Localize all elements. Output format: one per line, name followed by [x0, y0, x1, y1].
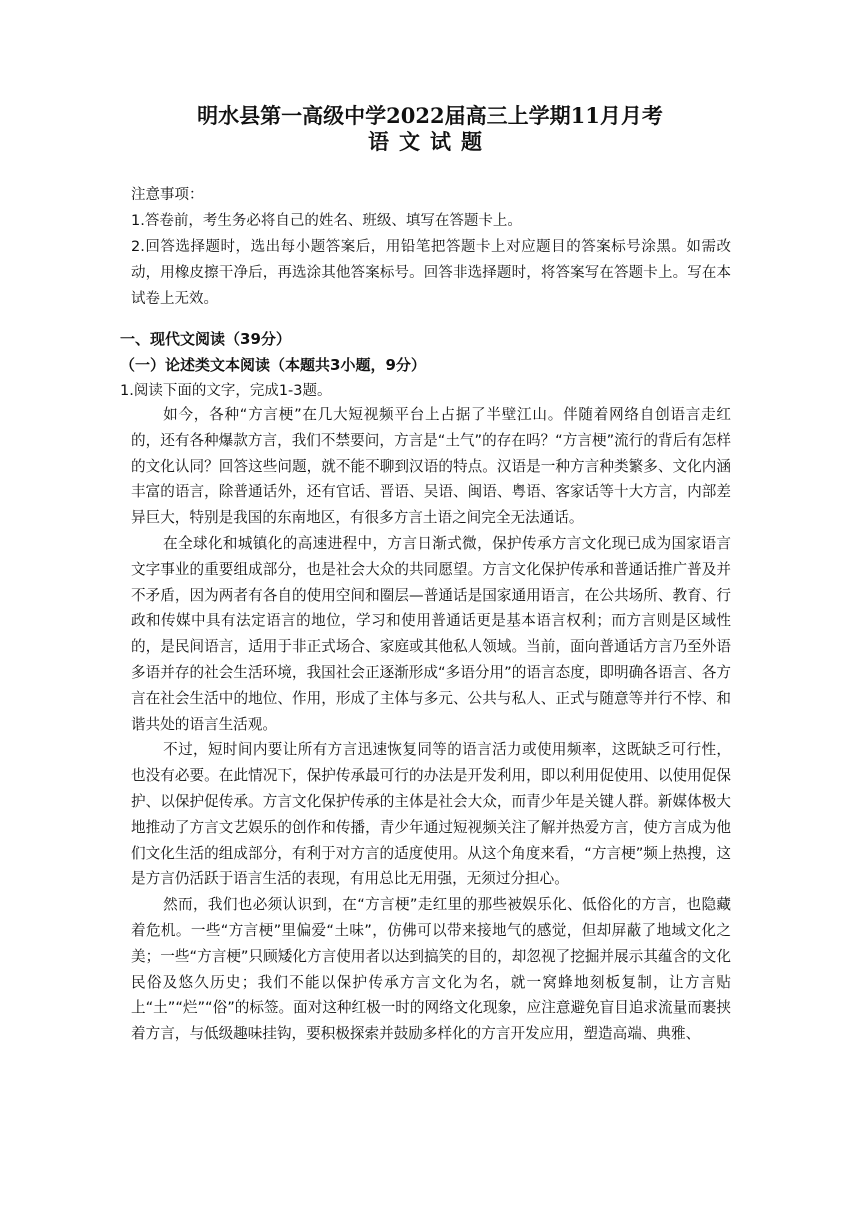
- notes-heading: 注意事项：: [131, 187, 204, 203]
- exam-title: 明水县第一高级中学2022届高三上学期11月月考: [197, 103, 663, 128]
- notes-item-1: 1.答卷前，考生务必将自己的姓名、班级、填写在答题卡上。: [131, 213, 522, 229]
- passage-paragraph-4: 然而，我们也必须认识到，在“方言梗”走红里的那些被娱乐化、低俗化的方言，也隐藏着危机。一些“方言梗”里偏爱“土味”，仿佛可以带来接地气的感觉，但却屏蔽了地域文化之美；一些“方言梗”只顾矮化方言使用者以达到搞笑的目的，却忽视了挖掘并展示其蕴含的文化民俗及悠久历史；我们不能以保护传承方言文化为名，就一窝蜂地刻板复制，让方言贴上“土”“烂”“俗”的标签。面对这种红极一时的网络文化现象，应注意避免盲目追求流量而裹挟着方言，与低级趣味挂钩，要积极探索并鼓励多样化的方言开发应用，塑造高端、典雅、: [131, 896, 731, 1043]
- sub-section-title: （一）论述类文本阅读（本题共3小题，9分）: [120, 356, 426, 374]
- reading-passage: [131, 402, 731, 1047]
- passage-paragraph-2: 在全球化和城镇化的高速进程中，方言日渐式微，保护传承方言文化现已成为国家语言文字事业的重要组成部分，也是社会大众的共同愿望。方言文化保护传承和普通话推广普及并不矛盾，因为两者有各自的使用空间和圈层—普通话是国家通用语言，在公共场所、教育、行政和传媒中具有法定语言的地位，学习和使用普通话更是基本语言权利；而方言则是区域性的，是民间语言，适用于非正式场合、家庭或其他私人领域。当前，面向普通话方言乃至外语多语并存的社会生活环境，我国社会正逐渐形成“多语分用”的语言态度，即明确各语言、各方言在社会生活中的地位、作用，形成了主体与多元、公共与私人、正式与随意等并行不悖、和谐共处的语言生活观。: [131, 534, 731, 733]
- exam-subject-title: 语文试题: [368, 129, 492, 154]
- passage-paragraph-3: 不过，短时间内要让所有方言迅速恢复同等的语言活力或使用频率，这既缺乏可行性，也没有必要。在此情况下，保护传承最可行的办法是开发利用，即以利用促使用、以使用促保护、以保护促传承。方言文化保护传承的主体是社会大众，而青少年是关键人群。新媒体极大地推动了方言文艺娱乐的创作和传播，青少年通过短视频关注了解并热爱方言，使方言成为他们文化生活的组成部分，有利于对方言的适度使用。从这个角度来看，“方言梗”频上热搜，这是方言仍活跃于语言生活的表现，有用总比无用强，无须过分担心。: [131, 741, 731, 888]
- section-header: [120, 326, 732, 404]
- notes-item-2: 2.回答选择题时，选出每小题答案后，用铅笔把答题卡上对应题目的答案标号涂黑。如需改动，用橡皮擦干净后，再选涂其他答案标号。回答非选择题时，将答案写在答题卡上。写在本试卷上无效。: [131, 239, 731, 307]
- part-title: 一、现代文阅读（39分）: [120, 330, 291, 348]
- passage-paragraph-1: 如今，各种“方言梗”在几大短视频平台上占据了半壁江山。伴随着网络自创语言走红的，还有各种爆款方言，我们不禁要问，方言是“土气”的存在吗？“方言梗”流行的背后有怎样的文化认同？回答这些问题，就不能不聊到汉语的特点。汉语是一种方言种类繁多、文化内涵丰富的语言，除普通话外，还有官话、晋语、吴语、闽语、粤语、客家话等十大方言，内部差异巨大，特别是我国的东南地区，有很多方言土语之间完全无法通话。: [131, 406, 731, 527]
- notes-block: [131, 182, 731, 312]
- question-intro: 1.阅读下面的文字，完成1-3题。: [120, 383, 332, 399]
